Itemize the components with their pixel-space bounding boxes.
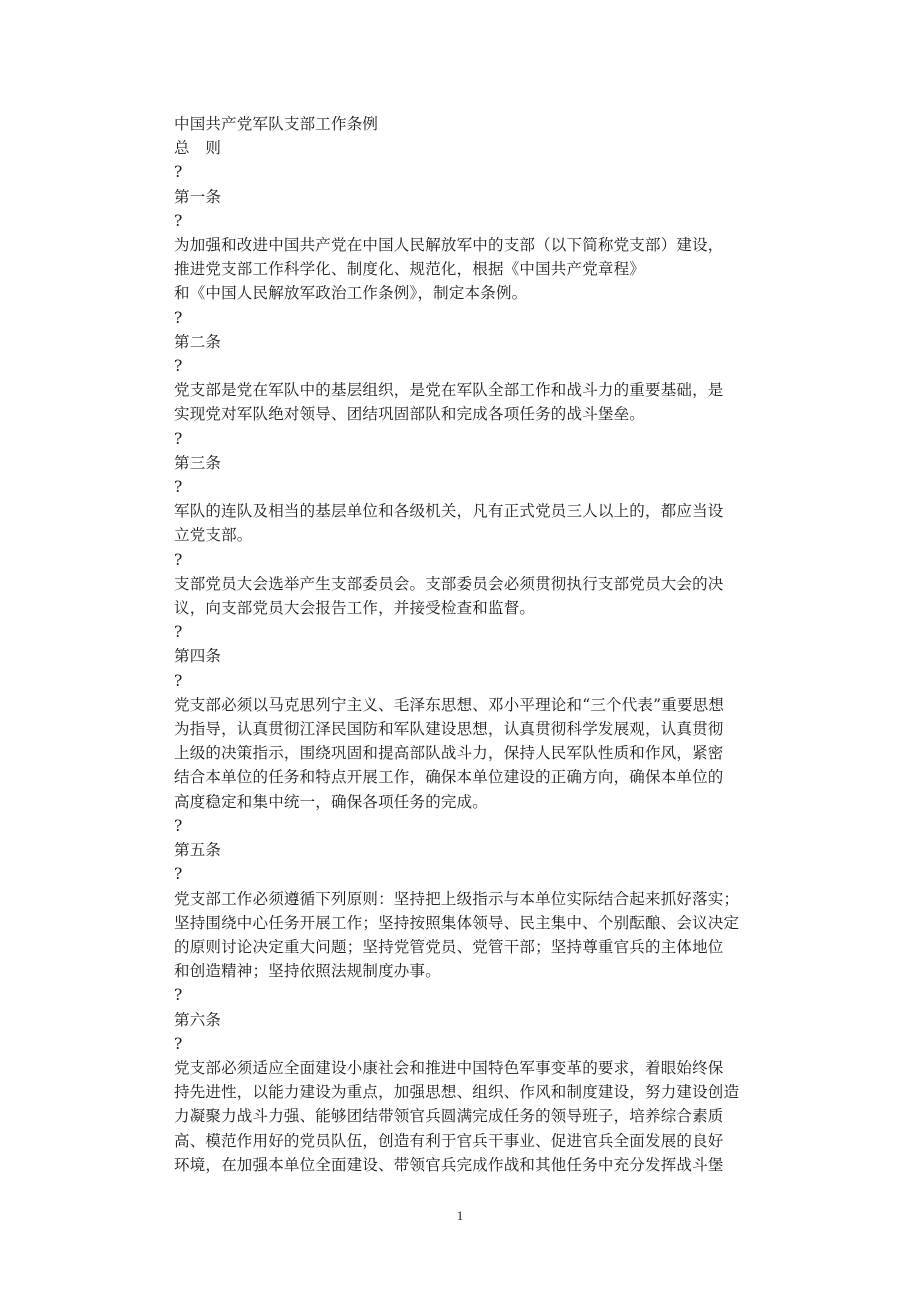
article-heading: 第三条	[174, 453, 222, 472]
placeholder-mark: ?	[174, 308, 183, 327]
article-heading: 第二条	[174, 332, 222, 351]
document-title: 中国共产党军队支部工作条例	[174, 115, 379, 133]
text-line: 高度稳定和集中统一，确保各项任务的完成。	[174, 792, 489, 811]
article-paragraph	[174, 572, 748, 620]
text-line: 党支部必须以马克思列宁主义、毛泽东思想、邓小平理论和“三个代表”重要思想	[174, 695, 725, 714]
text-line: 和《中国人民解放军政治工作条例》，制定本条例。	[174, 284, 528, 303]
placeholder-mark: ?	[174, 211, 183, 230]
section-heading: 总 则	[174, 139, 222, 158]
text-line: 党支部工作必须遵循下列原则：坚持把上级指示与本单位实际结合起来抓好落实；	[174, 889, 740, 908]
text-line: 党支部是党在军队中的基层组织，是党在军队全部工作和战斗力的重要基础，是	[174, 381, 724, 400]
article-paragraph	[174, 693, 748, 814]
text-line: 持先进性，以能力建设为重点，加强思想、组织、作风和制度建设，努力建设创造	[174, 1083, 740, 1102]
placeholder-mark: ?	[174, 357, 183, 376]
placeholder-mark: ?	[174, 429, 183, 448]
placeholder-mark: ?	[174, 986, 183, 1005]
article-heading: 第六条	[174, 1010, 222, 1029]
article-paragraph	[174, 499, 748, 547]
text-line: 坚持围绕中心任务开展工作；坚持按照集体领导、民主集中、个别酝酿、会议决定	[174, 913, 740, 932]
text-line: 高、模范作用好的党员队伍，创造有利于官兵干事业、促进官兵全面发展的良好	[174, 1131, 724, 1150]
text-line: 军队的连队及相当的基层单位和各级机关，凡有正式党员三人以上的，都应当设	[174, 502, 724, 521]
text-line: 环境，在加强本单位全面建设、带领官兵完成作战和其他任务中充分发挥战斗堡	[174, 1155, 724, 1174]
article-heading: 第四条	[174, 647, 222, 666]
text-line: 为加强和改进中国共产党在中国人民解放军中的支部（以下简称党支部）建设，	[174, 236, 724, 255]
page-number: 1	[456, 1208, 464, 1223]
text-line: 推进党支部工作科学化、制度化、规范化，根据《中国共产党章程》	[174, 260, 646, 279]
article-paragraph	[174, 233, 748, 306]
text-line: 为指导，认真贯彻江泽民国防和军队建设思想，认真贯彻科学发展观，认真贯彻	[174, 720, 724, 739]
article-paragraph	[174, 1056, 748, 1177]
text-line: 和创造精神；坚持依照法规制度办事。	[174, 962, 441, 981]
text-line: 的原则讨论决定重大问题；坚持党管党员、党管干部；坚持尊重官兵的主体地位	[174, 937, 724, 956]
placeholder-mark: ?	[174, 816, 183, 835]
placeholder-mark: ?	[174, 163, 183, 182]
text-line: 立党支部。	[174, 526, 253, 545]
placeholder-mark: ?	[174, 671, 183, 690]
text-line: 议，向支部党员大会报告工作，并接受检查和监督。	[174, 599, 536, 618]
text-line: 结合本单位的任务和特点开展工作，确保本单位建设的正确方向，确保本单位的	[174, 768, 724, 787]
placeholder-mark: ?	[174, 623, 183, 642]
article-paragraph	[174, 378, 748, 426]
article-heading: 第一条	[174, 187, 222, 206]
placeholder-mark: ?	[174, 478, 183, 497]
text-line: 上级的决策指示，围绕巩固和提高部队战斗力，保持人民军队性质和作风，紧密	[174, 744, 724, 763]
placeholder-mark: ?	[174, 550, 183, 569]
article-heading: 第五条	[174, 841, 222, 860]
placeholder-mark: ?	[174, 865, 183, 884]
text-line: 实现党对军队绝对领导、团结巩固部队和完成各项任务的战斗堡垒。	[174, 405, 646, 424]
text-line: 支部党员大会选举产生支部委员会。支部委员会必须贯彻执行支部党员大会的决	[174, 574, 724, 593]
article-paragraph	[174, 887, 748, 984]
text-line: 力凝聚力战斗力强、能够团结带领官兵圆满完成任务的领导班子，培养综合素质	[174, 1107, 724, 1126]
text-line: 党支部必须适应全面建设小康社会和推进中国特色军事变革的要求，着眼始终保	[174, 1058, 724, 1077]
document-body	[174, 112, 748, 1177]
placeholder-mark: ?	[174, 1034, 183, 1053]
